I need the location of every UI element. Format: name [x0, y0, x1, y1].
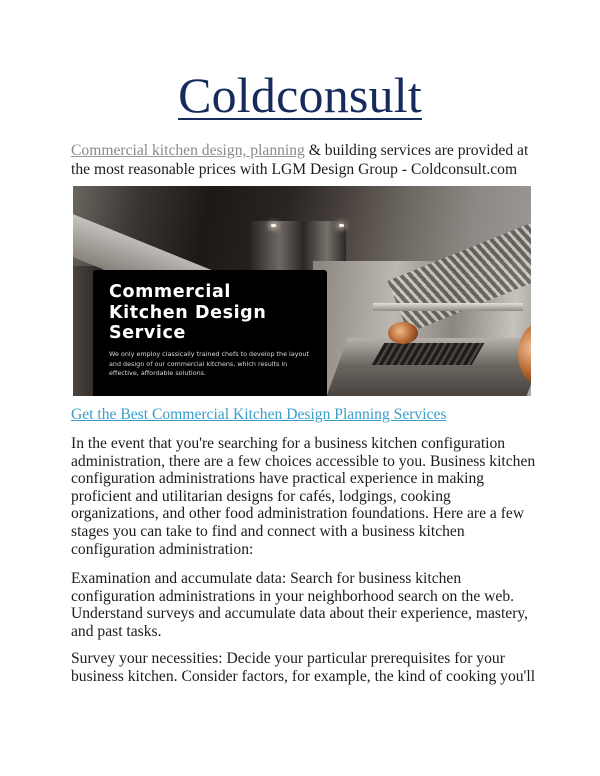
kitchen-shelf-decor — [373, 303, 523, 311]
intro-text: & building services are provided at the most reasonable prices with LGM Design Group - Coldconsult.com — [71, 142, 529, 178]
section-heading — [71, 405, 446, 424]
body-paragraph: Examination and accumulate data: Search for business kitchen configuration administrations in your neighborhood search on the web. Understand surveys and accumulate data about their experience, mastery, and past tasks. — [71, 570, 529, 640]
kitchen-grill-decor — [372, 343, 485, 365]
copper-pot-icon — [388, 322, 418, 344]
hero-card-title-line: Kitchen Design — [109, 302, 267, 323]
hero-card-text: We only employ classically trained chefs to develop the layout and design of our commercial kitchens, which results in effective, affordable solutions. — [109, 350, 309, 377]
ceiling-light-icon — [271, 224, 276, 227]
site-title-link[interactable]: Coldconsult — [178, 67, 422, 123]
hero-card-title — [109, 282, 324, 344]
intro-paragraph — [71, 141, 541, 179]
hero-card-title-line: Commercial — [109, 282, 232, 302]
hero-card-title-line: Service — [109, 323, 186, 343]
body-paragraph: In the event that you're searching for a business kitchen configuration administration, there are a few choices accessible to you. Business kitchen configuration administrations have practical experience in making proficient and utilitarian designs for cafés, lodgings, cooking organizations, and other food administration foundations. Here are a few stages you can take to find and connect with a business kitchen configuration administration: — [71, 435, 536, 558]
body-paragraph: Survey your necessities: Decide your particular prerequisites for your business kitchen. Consider factors, for example, the kind of cooking you'll — [71, 650, 536, 685]
section-heading-link[interactable]: Get the Best Commercial Kitchen Design Planning Services — [71, 406, 447, 423]
hero-caption-card — [93, 270, 327, 396]
intro-link[interactable]: Commercial kitchen design, planning — [71, 142, 305, 159]
ceiling-light-icon — [339, 224, 344, 227]
hero-image — [73, 186, 531, 396]
site-title — [0, 66, 600, 124]
